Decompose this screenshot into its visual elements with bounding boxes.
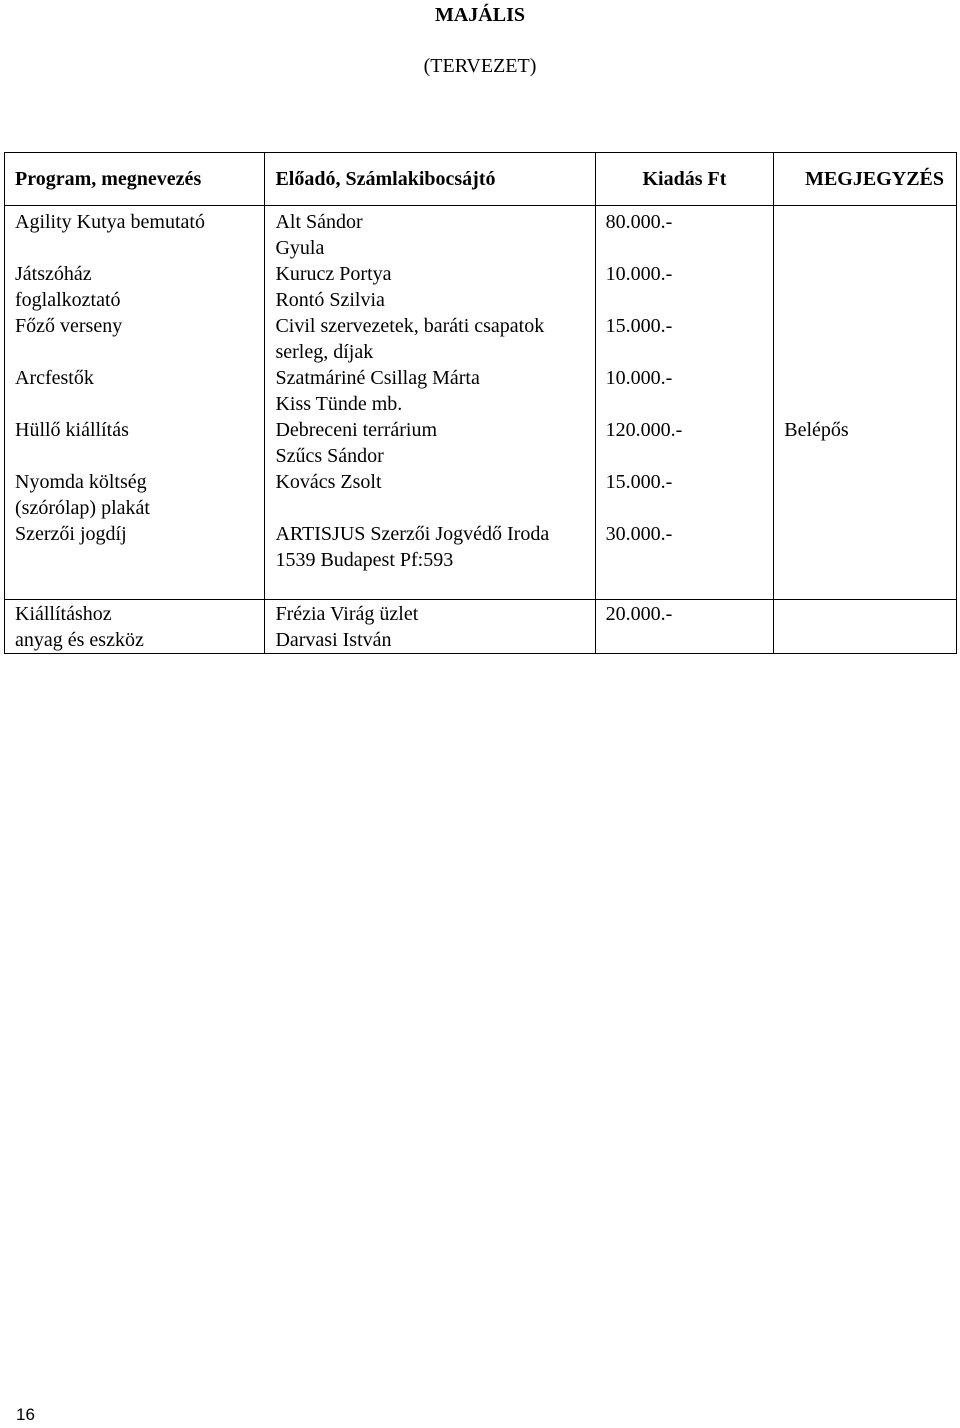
note-cell: Belépős — [774, 417, 957, 469]
program-cell — [5, 365, 265, 417]
provider-line: Kovács Zsolt — [275, 471, 382, 493]
provider-line: 1539 Budapest Pf:593 — [275, 549, 454, 571]
document-subtitle: (TERVEZET) — [423, 55, 537, 77]
table-row — [5, 313, 957, 365]
program-cell — [5, 469, 265, 521]
program-cell — [5, 600, 265, 654]
cost-cell: 30.000.- — [595, 521, 774, 600]
cost-cell: 20.000.- — [595, 600, 774, 654]
provider-cell — [265, 600, 595, 654]
provider-line: Rontó Szilvia — [275, 289, 385, 311]
cost-cell: 120.000.- — [595, 417, 774, 469]
program-line: anyag és eszköz — [15, 629, 144, 651]
header-provider: Előadó, Számlakibocsájtó — [265, 153, 595, 206]
provider-cell — [265, 521, 595, 600]
program-line: Nyomda költség — [15, 471, 147, 493]
provider-line: Debreceni terrárium — [275, 419, 438, 441]
provider-line: Szatmáriné Csillag Márta — [275, 367, 480, 389]
program-cell — [5, 261, 265, 313]
document-title: MAJÁLIS — [434, 4, 525, 26]
provider-line: ARTISJUS Szerzői Jogvédő Iroda — [275, 523, 550, 545]
program-cell — [5, 521, 265, 600]
note-cell — [774, 313, 957, 365]
provider-line: serleg, díjak — [275, 341, 374, 363]
provider-cell — [265, 469, 595, 521]
provider-line: Civil szervezetek, baráti csapatok — [275, 315, 545, 337]
note-cell — [774, 521, 957, 600]
provider-cell — [265, 417, 595, 469]
table-row — [5, 261, 957, 313]
cost-cell: 15.000.- — [595, 469, 774, 521]
table-row — [5, 417, 957, 469]
table-header-row — [5, 153, 957, 206]
provider-line: Alt Sándor — [275, 211, 363, 233]
program-line: foglalkoztató — [15, 289, 121, 311]
note-cell — [774, 261, 957, 313]
program-line: Szerzői jogdíj — [15, 523, 127, 545]
provider-line: Darvasi István — [275, 629, 392, 651]
note-cell — [774, 600, 957, 654]
table-row — [5, 521, 957, 600]
program-line: (szórólap) plakát — [15, 497, 150, 519]
note-cell — [774, 469, 957, 521]
provider-line: Kurucz Portya — [275, 263, 392, 285]
table-row — [5, 206, 957, 262]
provider-line: Kiss Tünde mb. — [275, 393, 403, 415]
provider-cell — [265, 313, 595, 365]
provider-cell — [265, 261, 595, 313]
program-line: Játszóház — [15, 263, 92, 285]
program-line: Hüllő kiállítás — [15, 419, 129, 441]
provider-cell — [265, 365, 595, 417]
budget-table — [4, 152, 957, 654]
note-cell — [774, 206, 957, 262]
page-number: 16 — [16, 1405, 35, 1424]
program-line: Főző verseny — [15, 315, 123, 337]
table-row — [5, 600, 957, 654]
provider-line: Szűcs Sándor — [275, 445, 384, 467]
program-line: Arcfestők — [15, 367, 94, 389]
provider-cell — [265, 206, 595, 262]
program-line: Agility Kutya bemutató — [15, 211, 205, 233]
cost-cell: 15.000.- — [595, 313, 774, 365]
cost-cell: 10.000.- — [595, 365, 774, 417]
table-row — [5, 365, 957, 417]
cost-cell: 80.000.- — [595, 206, 774, 262]
note-cell — [774, 365, 957, 417]
header-program: Program, megnevezés — [5, 153, 265, 206]
provider-line: Frézia Virág üzlet — [275, 603, 419, 625]
header-cost: Kiadás Ft — [595, 153, 774, 206]
program-line: Kiállításhoz — [15, 603, 112, 625]
provider-line: Gyula — [275, 237, 325, 259]
program-cell — [5, 417, 265, 469]
cost-cell: 10.000.- — [595, 261, 774, 313]
table-row — [5, 469, 957, 521]
program-cell — [5, 313, 265, 365]
program-cell — [5, 206, 265, 262]
header-note: MEGJEGYZÉS — [774, 153, 957, 206]
